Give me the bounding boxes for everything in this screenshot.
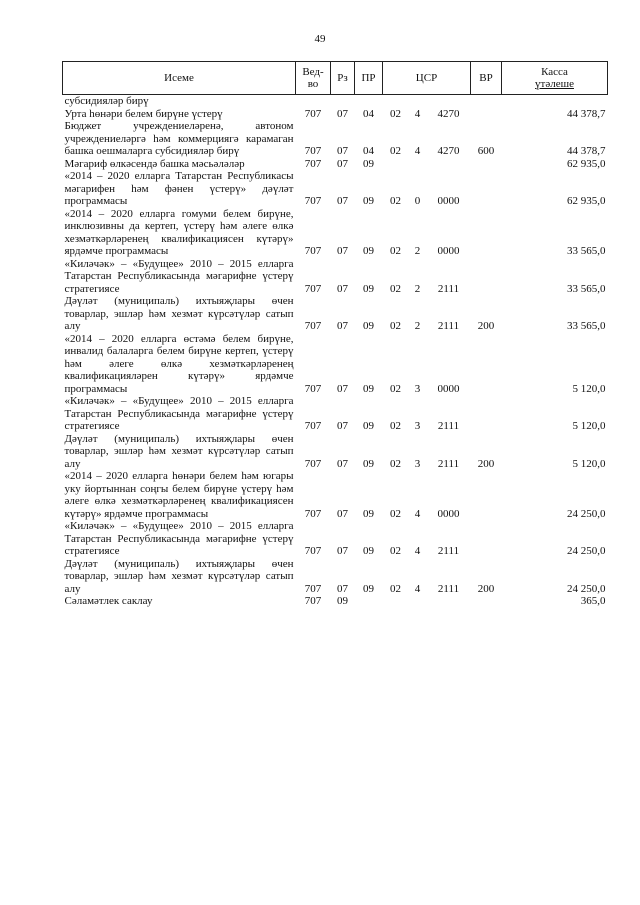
cell-ved: 707 — [304, 457, 322, 470]
header-kassa-bottom: үтәлеше — [535, 78, 574, 90]
cell-rz: 09 — [337, 595, 348, 607]
budget-table — [62, 61, 608, 608]
cell-csr-part3: 2111 — [437, 420, 460, 432]
table-row — [63, 95, 608, 108]
cell-ved: 707 — [304, 245, 322, 257]
cell-name: Мәгариф өлкәсендә башка мәсьәләләр — [64, 157, 245, 170]
header-kassa-top: Касса — [541, 66, 568, 78]
cell-csr-part2: 3 — [414, 457, 421, 470]
cell-pr: 04 — [363, 107, 374, 120]
cell-csr-part1: 02 — [390, 382, 401, 395]
cell-vr: 200 — [477, 457, 495, 470]
cell-vr — [471, 520, 502, 558]
cell-rz: 07 — [337, 420, 348, 432]
cell-name: Бюджет учреждениеләренә, автоном учреждениеләргә һәм коммерциягә карамаган башка оешмаларга субсидияләр бирү — [64, 120, 294, 157]
cell-amount: 44 378,7 — [567, 145, 606, 157]
cell-rz: 07 — [337, 507, 348, 520]
table-row — [63, 258, 608, 296]
cell-csr-part2: 4 — [414, 107, 421, 120]
cell-ved: 707 — [304, 107, 322, 120]
cell-ved: 707 — [304, 582, 322, 595]
table-row — [63, 470, 608, 520]
cell-vr — [471, 395, 502, 433]
table-body — [63, 95, 608, 608]
header-row — [63, 62, 608, 95]
cell-pr: 09 — [363, 507, 374, 520]
cell-rz: 07 — [337, 457, 348, 470]
cell-rz: 07 — [337, 107, 348, 120]
cell-pr: 09 — [363, 545, 374, 557]
cell-csr-part1: 02 — [390, 507, 401, 520]
cell-csr-part3: 2111 — [437, 545, 460, 557]
cell-csr-part2 — [409, 158, 427, 171]
cell-name: Дәүләт (муниципаль) ихтыяҗлары өчен товарлар, эшләр һәм хезмәт күрсәтүләр сатып алу — [64, 557, 294, 595]
cell-csr-part1: 02 — [390, 545, 401, 557]
table-row — [63, 395, 608, 433]
cell-csr-part3: 4270 — [437, 145, 460, 157]
header-rz: Рз — [331, 62, 355, 95]
cell-pr: 09 — [363, 457, 374, 470]
cell-amount: 5 120,0 — [572, 420, 606, 432]
cell-amount: 5 120,0 — [572, 382, 606, 395]
cell-rz: 07 — [337, 282, 348, 295]
header-pr: ПР — [355, 62, 383, 95]
header-ved: Вед-во — [296, 62, 331, 95]
cell-ved: 707 — [304, 157, 322, 170]
cell-vr — [471, 595, 502, 608]
cell-pr: 09 — [363, 282, 374, 295]
cell-pr: 09 — [363, 157, 374, 170]
cell-csr-part3: 2111 — [437, 457, 460, 470]
cell-amount: 33 565,0 — [567, 282, 606, 295]
cell-vr — [471, 95, 502, 108]
cell-csr-part1: 02 — [390, 420, 401, 432]
cell-ved: 707 — [304, 420, 322, 432]
cell-csr-part2 — [409, 95, 427, 108]
cell-ved — [296, 95, 331, 108]
table-row — [63, 595, 608, 608]
header-vr: ВР — [471, 62, 502, 95]
header-name: Исеме — [63, 62, 296, 95]
cell-pr — [355, 595, 383, 608]
cell-csr-part1 — [383, 158, 409, 171]
cell-csr-part1 — [383, 595, 409, 608]
cell-csr-part1: 02 — [390, 320, 401, 332]
table-row — [63, 333, 608, 396]
cell-rz: 07 — [337, 545, 348, 557]
cell-pr: 09 — [363, 320, 374, 332]
cell-amount: 62 935,0 — [567, 157, 606, 170]
cell-name: Дәүләт (муниципаль) ихтыяҗлары өчен товарлар, эшләр һәм хезмәт күрсәтүләр сатып алу — [64, 432, 294, 470]
cell-csr-part1: 02 — [390, 195, 401, 207]
cell-vr: 600 — [477, 145, 495, 157]
cell-name: «Киләчәк» – «Будущее» 2010 – 2015 елларга Татарстан Республикасында мәгарифне үстерү стратегиясе — [64, 395, 294, 432]
cell-ved: 707 — [304, 382, 322, 395]
cell-vr — [471, 258, 502, 296]
cell-csr-part3: 0000 — [437, 382, 460, 395]
cell-amount: 24 250,0 — [567, 545, 606, 557]
cell-csr-part2 — [409, 595, 427, 608]
cell-csr-part3: 2111 — [437, 320, 460, 332]
cell-csr-part3: 2111 — [437, 582, 460, 595]
cell-csr-part3: 0000 — [437, 507, 460, 520]
cell-amount: 365,0 — [580, 595, 606, 607]
cell-csr-part2: 2 — [414, 282, 421, 295]
cell-rz: 07 — [337, 245, 348, 257]
cell-vr — [471, 333, 502, 396]
cell-csr-part1: 02 — [390, 282, 401, 295]
cell-pr — [355, 95, 383, 108]
cell-name: «2014 – 2020 елларга өстәмә белем бирүне, инвалид балаларга белем бирүне кертеп, үстерү һәм әлеге өлкә хезмәткәрләренең квалификацияләрен күтәрү» ярдәмче программасы — [64, 332, 294, 395]
cell-csr-part1: 02 — [390, 145, 401, 157]
page-number: 49 — [314, 33, 326, 45]
cell-name: Сәламәтлек саклау — [64, 595, 153, 607]
cell-csr-part1: 02 — [390, 457, 401, 470]
cell-rz: 07 — [337, 157, 348, 170]
table-row — [63, 295, 608, 333]
cell-amount: 24 250,0 — [567, 582, 606, 595]
cell-pr: 09 — [363, 245, 374, 257]
cell-name: «2014 – 2020 елларга һөнәри белем һәм югары уку йортыннан соңгы белем бирүне үстерү һәм әлеге өлкә хезмәткәрләренең квалификациясен күтәрү» ярдәмче программасы — [64, 470, 294, 520]
table-row — [63, 558, 608, 596]
cell-rz: 07 — [337, 195, 348, 207]
table-row — [63, 170, 608, 208]
cell-csr-part2: 2 — [414, 320, 421, 332]
cell-name: «Киләчәк» – «Будущее» 2010 – 2015 елларга Татарстан Республикасында мәгарифне үстерү стратегиясе — [64, 520, 294, 557]
cell-ved: 707 — [304, 145, 322, 157]
table-row — [63, 208, 608, 258]
header-kassa — [502, 62, 608, 95]
cell-amount: 33 565,0 — [567, 320, 606, 332]
cell-amount: 33 565,0 — [567, 245, 606, 257]
table-row — [63, 120, 608, 158]
cell-ved: 707 — [304, 195, 322, 207]
cell-ved: 707 — [304, 545, 322, 557]
table-row — [63, 520, 608, 558]
cell-csr-part1: 02 — [390, 107, 401, 120]
cell-pr: 09 — [363, 420, 374, 432]
cell-pr: 09 — [363, 582, 374, 595]
cell-amount: 5 120,0 — [572, 457, 606, 470]
cell-vr — [471, 170, 502, 208]
cell-csr-part2: 2 — [414, 245, 421, 257]
cell-name: «Киләчәк» – «Будущее» 2010 – 2015 елларга Татарстан Республикасында мәгарифне үстерү стратегиясе — [64, 257, 294, 295]
cell-ved: 707 — [304, 282, 322, 295]
cell-ved: 707 — [304, 595, 322, 607]
table-row — [63, 108, 608, 121]
cell-csr-part3 — [427, 158, 471, 171]
cell-csr-part2: 0 — [414, 195, 421, 207]
cell-name: «2014 – 2020 елларга гомуми белем бирүне, инклюзивны да кертеп, үстерү һәм әлеге өлкә хезмәткәрләренең квалификациясен күтәрү» ярдәмче программасы — [64, 207, 294, 257]
cell-csr-part2: 4 — [414, 582, 421, 595]
cell-vr — [471, 470, 502, 520]
cell-amount: 62 935,0 — [567, 195, 606, 207]
cell-csr-part3 — [427, 95, 471, 108]
cell-ved: 707 — [304, 507, 322, 520]
cell-pr: 09 — [363, 382, 374, 395]
cell-ved: 707 — [304, 320, 322, 332]
cell-name: Дәүләт (муниципаль) ихтыяҗлары өчен товарлар, эшләр һәм хезмәт күрсәтүләр сатып алу — [64, 295, 294, 332]
cell-amount — [502, 95, 608, 108]
cell-vr: 200 — [477, 582, 495, 595]
table-row — [63, 158, 608, 171]
cell-rz: 07 — [337, 320, 348, 332]
cell-csr-part1: 02 — [390, 245, 401, 257]
cell-csr-part2: 4 — [414, 545, 421, 557]
cell-vr — [471, 158, 502, 171]
cell-csr-part2: 3 — [414, 420, 421, 432]
cell-csr-part3: 0000 — [437, 245, 460, 257]
cell-csr-part1 — [383, 95, 409, 108]
cell-vr — [471, 108, 502, 121]
cell-vr — [471, 208, 502, 258]
cell-csr-part2: 3 — [414, 382, 421, 395]
cell-rz: 07 — [337, 382, 348, 395]
cell-pr: 04 — [363, 145, 374, 157]
cell-amount: 44 378,7 — [567, 107, 606, 120]
cell-name: Урта һөнәри белем бирүне үстерү — [64, 107, 223, 120]
table-row — [63, 433, 608, 471]
cell-amount: 24 250,0 — [567, 507, 606, 520]
header-csr: ЦСР — [383, 62, 471, 95]
cell-csr-part3: 0000 — [437, 195, 460, 207]
cell-csr-part2: 4 — [414, 507, 421, 520]
cell-rz: 07 — [337, 145, 348, 157]
cell-name: «2014 – 2020 елларга Татарстан Республикасы мәгарифен һәм фәнен үстерү» дәүләт программасы — [64, 170, 294, 207]
cell-csr-part2: 4 — [414, 145, 421, 157]
cell-rz: 07 — [337, 582, 348, 595]
cell-csr-part3: 2111 — [437, 282, 460, 295]
cell-csr-part3 — [427, 595, 471, 608]
cell-rz — [331, 95, 355, 108]
cell-csr-part1: 02 — [390, 582, 401, 595]
cell-vr: 200 — [477, 320, 495, 332]
cell-csr-part3: 4270 — [437, 107, 460, 120]
cell-pr: 09 — [363, 195, 374, 207]
cell-name: субсидияләр бирү — [64, 95, 149, 107]
